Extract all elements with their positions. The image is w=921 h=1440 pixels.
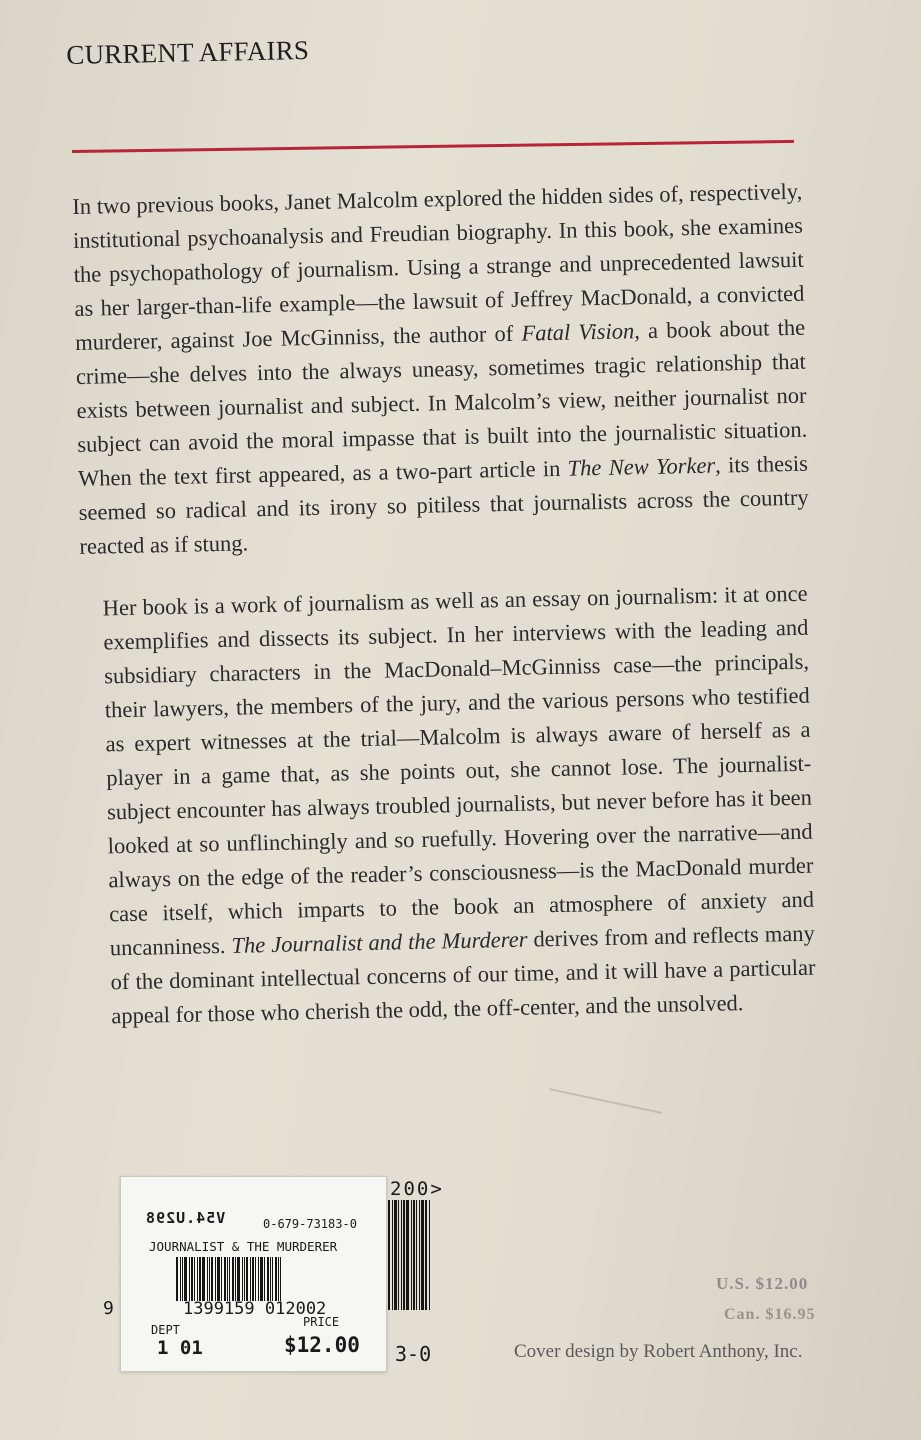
barcode-bar [255, 1257, 256, 1301]
barcode-bar [207, 1257, 208, 1301]
sticker-price-label: PRICE [303, 1315, 340, 1329]
barcode-bar [221, 1257, 222, 1301]
barcode-bar [182, 1257, 183, 1301]
italic-title-text: The Journalist and the Murderer [231, 926, 528, 958]
price-sticker [120, 1176, 387, 1372]
barcode-bar [267, 1257, 269, 1301]
blurb-text-run: , a book about the crime—she delves into the always uneasy, sometimes tragic relationship that exists between journalist and subject. In Malcolm’s view, neither journalist nor subject can avoid the moral impasse that is built into the journalistic situation. When the text first appeared, as a two-part article in [75, 314, 808, 491]
barcode-bar [413, 1200, 415, 1310]
barcode-bar [244, 1257, 245, 1301]
barcode-tail-digits: 3-0 [395, 1342, 432, 1366]
barcode-bar [237, 1257, 240, 1301]
barcode-bar [252, 1257, 254, 1301]
barcode-bar [209, 1257, 210, 1301]
barcode-bar [401, 1200, 402, 1310]
barcode-bar [189, 1257, 190, 1301]
barcode-bar [388, 1200, 390, 1310]
red-divider-rule [72, 140, 794, 153]
isbn-barcode [388, 1200, 446, 1310]
barcode-bar [425, 1200, 427, 1310]
back-cover-blurb [72, 175, 820, 1062]
canada-price: Can. $16.95 [724, 1306, 816, 1323]
barcode-bar [242, 1257, 243, 1301]
barcode-bar [398, 1200, 399, 1310]
sticker-dept: 1 01 [157, 1337, 203, 1359]
barcode-bar [246, 1257, 248, 1301]
barcode-bar [215, 1257, 216, 1301]
barcode-bar [275, 1257, 277, 1301]
sticker-price: $12.00 [284, 1333, 360, 1357]
blurb-text-run: In two previous books, Janet Malcolm explored the hidden sides of, respectively, institutional psychoanalysis and Freudian biography. In this book, she examines the psychopathology of journalism. Using a strange and unprecedented lawsuit as her larger-than-life example—the lawsuit of Jeffrey MacDonald, a convicted murderer, against Joe McGinniss, the author of [72, 178, 805, 355]
barcode-bar [202, 1257, 205, 1301]
barcode-bar [211, 1257, 213, 1301]
sticker-isbn: 0-679-73183-0 [263, 1217, 357, 1231]
barcode-bar [392, 1200, 393, 1310]
barcode-bar [429, 1200, 430, 1310]
blurb-paragraph-1 [72, 175, 810, 564]
barcode-bar [250, 1257, 251, 1301]
barcode-addon-digits: 200> [390, 1178, 444, 1200]
category-heading: CURRENT AFFAIRS [66, 34, 310, 70]
sticker-barcode [176, 1257, 356, 1301]
barcode-bar [406, 1200, 409, 1310]
sticker-dept-label: DEPT [151, 1323, 180, 1337]
barcode-bar [403, 1200, 405, 1310]
italic-title-text: Fatal Vision [521, 318, 635, 346]
us-price: U.S. $12.00 [716, 1274, 809, 1293]
cover-scuff-mark [549, 1088, 662, 1114]
barcode-bar [272, 1257, 273, 1301]
barcode-bar [258, 1257, 259, 1301]
sticker-code: V54.U298 [145, 1209, 226, 1227]
barcode-bar [227, 1257, 228, 1301]
barcode-bar [217, 1257, 220, 1301]
barcode-bar [232, 1257, 234, 1301]
barcode-bar [184, 1257, 187, 1301]
barcode-bar [194, 1257, 195, 1301]
blurb-text-run: , its thesis seemed so radical and its irony so pitiless that journalists across the country reacted as if stung. [78, 450, 809, 559]
sticker-number: 1399159 012002 [183, 1299, 327, 1319]
barcode-bar [421, 1200, 424, 1310]
blurb-text-run: Her book is a work of journalism as well as an essay on journalism: it at once exemplifies and dissects its subject. In her interviews with the leading and subsidiary characters in the MacDonald–McGinniss case—the principals, their lawyers, the members of the jury, and the various persons who testified as expert witnesses at the trial—Malcolm is always aware of herself as a player in a game that, as she points out, she cannot lose. The journalist-subject encounter has always troubled journalists, but never before has it been looked at so unflinchingly and so ruefully. Hovering over the narrative—and always on the edge of the reader’s consciousness—is the MacDonald murder case itself, which imparts to the book an atmosphere of anxiety and uncanniness. [102, 580, 815, 961]
blurb-text-run: derives from and reflects many of the dominant intellectual concerns of our time, and it will have a particular appeal for those who cherish the odd, the off-center, and the unsolved. [110, 920, 816, 1029]
barcode-bar [394, 1200, 397, 1310]
barcode-bar [229, 1257, 230, 1301]
barcode-bar [411, 1200, 412, 1310]
barcode-bar [278, 1257, 279, 1301]
barcode-bar [264, 1257, 265, 1301]
italic-title-text: The New Yorker [567, 452, 716, 481]
barcode-bar [416, 1200, 417, 1310]
cover-design-credit: Cover design by Robert Anthony, Inc. [514, 1341, 803, 1362]
barcode-bar [224, 1257, 226, 1301]
barcode-bar [235, 1257, 236, 1301]
barcode-bar [191, 1257, 193, 1301]
blurb-paragraph-2 [80, 577, 816, 1034]
sticker-title: JOURNALIST & THE MURDERER [149, 1239, 338, 1254]
barcode-bar [260, 1257, 263, 1301]
barcode-bar [419, 1200, 420, 1310]
barcode-bar [176, 1257, 178, 1301]
barcode-bar [199, 1257, 201, 1301]
barcode-bar [180, 1257, 181, 1301]
barcode-bar [270, 1257, 271, 1301]
barcode-lead-digit: 9 [103, 1298, 114, 1319]
barcode-bar [197, 1257, 198, 1301]
barcode-bar [280, 1257, 281, 1301]
